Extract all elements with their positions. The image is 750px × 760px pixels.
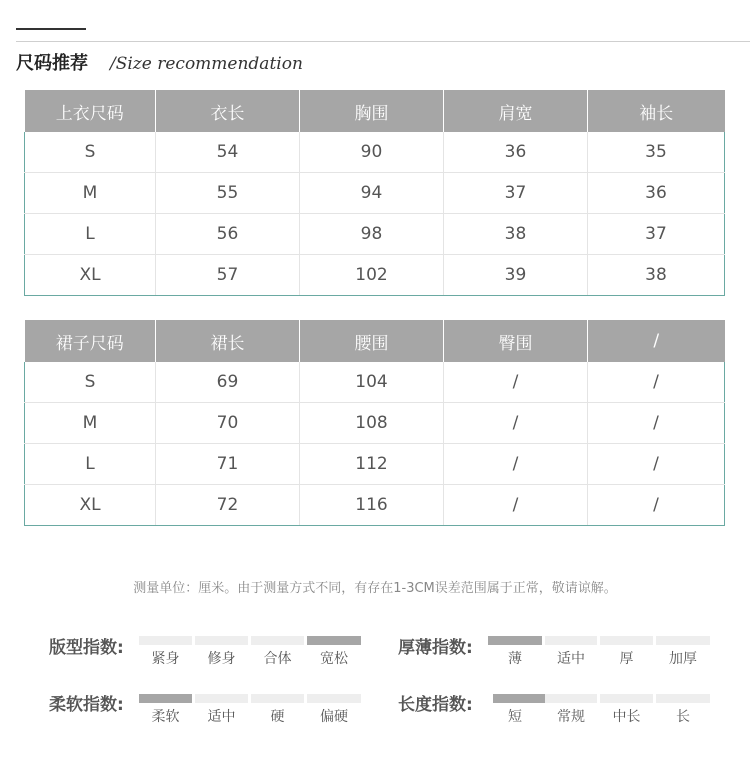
table-cell: 72 bbox=[156, 485, 300, 526]
table-header-row bbox=[25, 90, 725, 132]
header-cell: / bbox=[588, 320, 725, 362]
table-cell: 38 bbox=[588, 255, 725, 296]
table-cell: M bbox=[25, 403, 156, 444]
softness-option: 硬 bbox=[270, 709, 285, 725]
table-cell: 94 bbox=[300, 173, 444, 214]
fit-segment-3 bbox=[251, 636, 304, 645]
measurement-note: 测量单位：厘米。由于测量方式不同，有存在1-3CM误差范围属于正常，敬请谅解。 bbox=[133, 581, 617, 596]
fit-option: 合体 bbox=[263, 651, 292, 667]
table-row bbox=[25, 173, 725, 214]
thickness-option: 适中 bbox=[557, 651, 585, 667]
table-cell: 54 bbox=[156, 132, 300, 173]
length-index-label: 长度指数: bbox=[398, 695, 473, 715]
table-header-row bbox=[25, 320, 725, 362]
length-segment-2 bbox=[545, 694, 597, 703]
length-segment-1-selected bbox=[493, 694, 548, 703]
fit-option: 紧身 bbox=[151, 651, 180, 667]
table-cell: 70 bbox=[156, 403, 300, 444]
fit-option: 修身 bbox=[207, 651, 236, 667]
fit-segment-1 bbox=[139, 636, 192, 645]
thickness-segment-1-selected bbox=[488, 636, 542, 645]
header-cell: 胸围 bbox=[300, 90, 444, 132]
table-cell: 38 bbox=[444, 214, 588, 255]
table-cell: / bbox=[444, 444, 588, 485]
table-cell: 116 bbox=[300, 485, 444, 526]
header-cell: 衣长 bbox=[156, 90, 300, 132]
softness-index-label: 柔软指数: bbox=[49, 695, 124, 715]
top-size-table bbox=[24, 90, 725, 296]
table-cell: / bbox=[444, 485, 588, 526]
header-cell: 臀围 bbox=[444, 320, 588, 362]
thickness-segment-4 bbox=[656, 636, 710, 645]
table-cell: / bbox=[588, 362, 725, 403]
softness-option: 柔软 bbox=[151, 709, 180, 725]
table-cell: 104 bbox=[300, 362, 444, 403]
table-row bbox=[25, 444, 725, 485]
table-cell: L bbox=[25, 214, 156, 255]
length-option: 短 bbox=[508, 709, 522, 725]
section-title bbox=[16, 49, 303, 73]
length-segment-4 bbox=[656, 694, 710, 703]
fit-segment-2 bbox=[195, 636, 248, 645]
table-cell: / bbox=[444, 403, 588, 444]
table-cell: 56 bbox=[156, 214, 300, 255]
thickness-option: 厚 bbox=[619, 651, 634, 667]
table-cell: S bbox=[25, 132, 156, 173]
softness-option: 适中 bbox=[207, 709, 236, 725]
table-cell: 57 bbox=[156, 255, 300, 296]
table-cell: / bbox=[588, 485, 725, 526]
header-accent-line bbox=[16, 28, 86, 30]
softness-segment-1-selected bbox=[139, 694, 192, 703]
title-en: /Size recommendation bbox=[110, 54, 303, 74]
table-cell: S bbox=[25, 362, 156, 403]
thickness-segment-3 bbox=[600, 636, 653, 645]
table-row bbox=[25, 485, 725, 526]
table-row bbox=[25, 403, 725, 444]
table-cell: 112 bbox=[300, 444, 444, 485]
table-row bbox=[25, 362, 725, 403]
thickness-index-label: 厚薄指数: bbox=[398, 638, 473, 658]
header-cell: 肩宽 bbox=[444, 90, 588, 132]
table-cell: / bbox=[588, 403, 725, 444]
softness-segment-2 bbox=[195, 694, 248, 703]
header-cell: 裙子尺码 bbox=[25, 320, 156, 362]
table-cell: 102 bbox=[300, 255, 444, 296]
length-option: 长 bbox=[676, 709, 690, 725]
header-cell: 袖长 bbox=[588, 90, 725, 132]
table-cell: 98 bbox=[300, 214, 444, 255]
header-cell: 腰围 bbox=[300, 320, 444, 362]
table-cell: 90 bbox=[300, 132, 444, 173]
table-cell: 55 bbox=[156, 173, 300, 214]
length-segment-3 bbox=[600, 694, 653, 703]
thickness-option: 加厚 bbox=[669, 651, 697, 667]
table-cell: L bbox=[25, 444, 156, 485]
fit-index-label: 版型指数: bbox=[49, 638, 124, 658]
header-cell: 裙长 bbox=[156, 320, 300, 362]
table-cell: / bbox=[444, 362, 588, 403]
table-row bbox=[25, 214, 725, 255]
table-cell: XL bbox=[25, 255, 156, 296]
table-cell: / bbox=[588, 444, 725, 485]
fit-option: 宽松 bbox=[320, 651, 348, 667]
header-cell: 上衣尺码 bbox=[25, 90, 156, 132]
table-cell: M bbox=[25, 173, 156, 214]
table-cell: 36 bbox=[444, 132, 588, 173]
table-cell: 35 bbox=[588, 132, 725, 173]
table-cell: 36 bbox=[588, 173, 725, 214]
length-option: 常规 bbox=[557, 709, 585, 725]
table-row bbox=[25, 255, 725, 296]
table-cell: 37 bbox=[588, 214, 725, 255]
table-cell: 108 bbox=[300, 403, 444, 444]
softness-segment-3 bbox=[251, 694, 304, 703]
thickness-segment-2 bbox=[545, 636, 597, 645]
fit-segment-4-selected bbox=[307, 636, 361, 645]
table-cell: 37 bbox=[444, 173, 588, 214]
length-option: 中长 bbox=[612, 709, 641, 725]
table-cell: XL bbox=[25, 485, 156, 526]
title-cn: 尺码推荐 bbox=[16, 53, 88, 74]
softness-segment-4 bbox=[307, 694, 361, 703]
thickness-option: 薄 bbox=[508, 651, 522, 667]
skirt-size-table bbox=[24, 320, 725, 526]
table-cell: 69 bbox=[156, 362, 300, 403]
table-row bbox=[25, 132, 725, 173]
header-divider bbox=[16, 41, 750, 42]
table-cell: 71 bbox=[156, 444, 300, 485]
table-cell: 39 bbox=[444, 255, 588, 296]
softness-option: 偏硬 bbox=[320, 709, 348, 725]
